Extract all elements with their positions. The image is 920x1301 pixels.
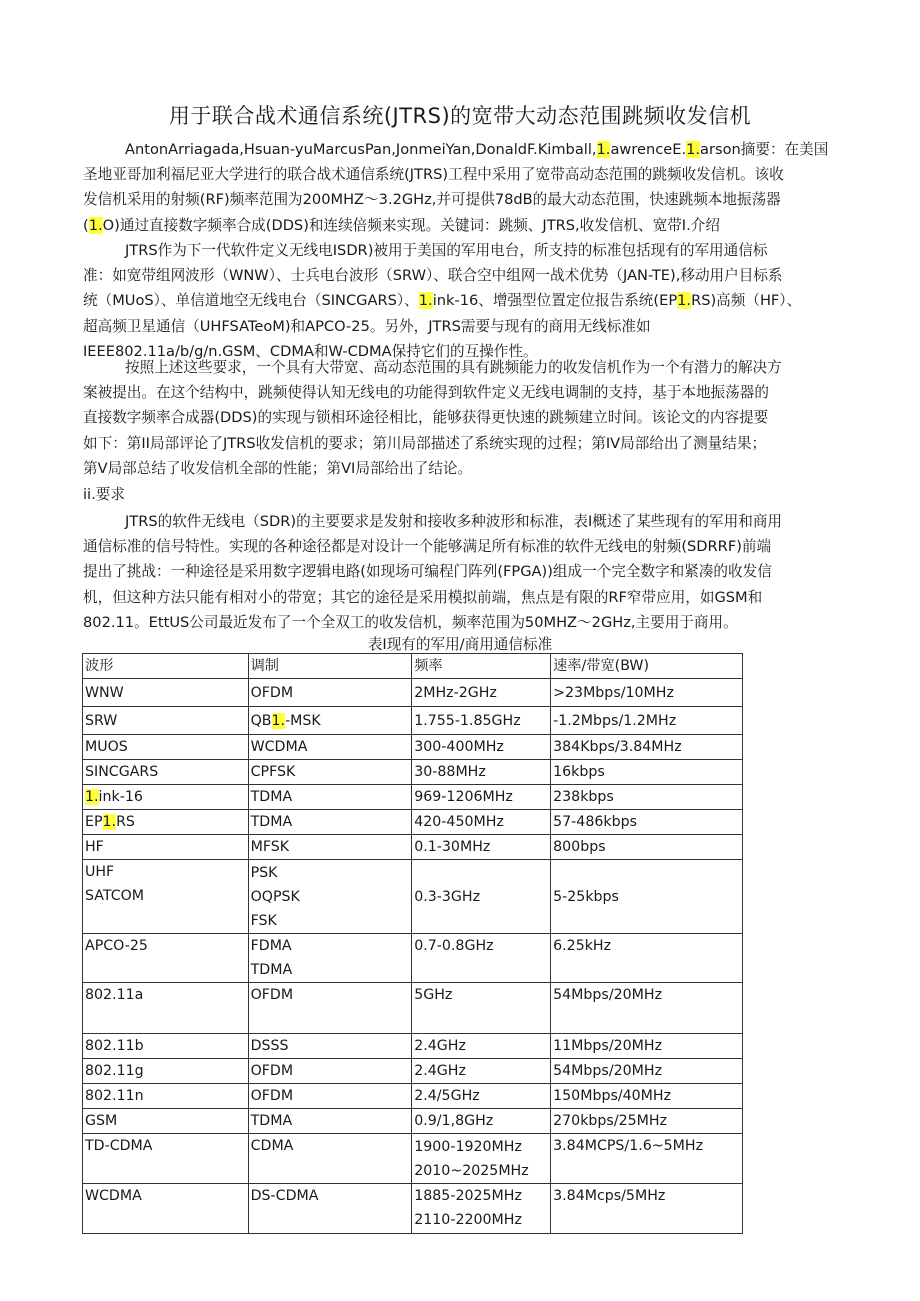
- abstract-line: (1.O)通过直接数字频率合成(DDS)和连续倍频来实现。关键词：跳频、JTRS,收发信机、宽带I.介绍: [83, 216, 720, 234]
- table-cell: 2.4GHz: [412, 1034, 551, 1059]
- table-cell: 1885-2025MHz 2110-2200MHz: [412, 1184, 551, 1234]
- table-row: [83, 1184, 743, 1234]
- table-cell: TD-CDMA: [83, 1134, 249, 1184]
- table-cell: SINCGARS: [83, 760, 249, 785]
- standards-table: [82, 653, 743, 1234]
- header-cell: 调制: [248, 654, 412, 679]
- table-cell: FDMA TDMA: [248, 934, 412, 983]
- table-cell: 54Mbps/20MHz: [551, 983, 743, 1034]
- table-cell: 2MHz-2GHz: [412, 679, 551, 707]
- highlight-mark: 1.: [102, 814, 117, 830]
- table-row: [83, 1084, 743, 1109]
- table-cell: CDMA: [248, 1134, 412, 1184]
- table-cell: 802.11b: [83, 1034, 249, 1059]
- table-cell: 5GHz: [412, 983, 551, 1034]
- table-row: [83, 835, 743, 860]
- table-cell: 3.84MCPS∕1.6~5MHz: [551, 1134, 743, 1184]
- requirements-line: 通信标准的信号特性。实现的各种途径都是对设计一个能够满足所有标准的软件无线电的射频(SDRRF)前端: [83, 538, 772, 556]
- table-cell: OFDM: [248, 983, 412, 1034]
- table-cell: 238kbps: [551, 785, 743, 810]
- table-row: [83, 1034, 743, 1059]
- table-row: [83, 983, 743, 1034]
- abstract-paragraph: [83, 137, 831, 238]
- table-cell: MUOS: [83, 735, 249, 760]
- table-row: [83, 1109, 743, 1134]
- table-header-row: [83, 654, 743, 679]
- table-cell: TDMA: [248, 810, 412, 835]
- table-cell: DS-CDMA: [248, 1184, 412, 1234]
- table-cell: 0.7-0.8GHz: [412, 934, 551, 983]
- table-row: [83, 934, 743, 983]
- table-cell: WNW: [83, 679, 249, 707]
- intro-paragraph: [83, 238, 831, 364]
- table-cell: UHF SATCOM: [83, 860, 249, 934]
- highlight-mark: 1.: [271, 712, 286, 729]
- table-cell: WCDMA: [248, 735, 412, 760]
- table-cell: HF: [83, 835, 249, 860]
- table-cell: 802.11n: [83, 1084, 249, 1109]
- table-cell: EP1.RS: [83, 810, 249, 835]
- table-cell: 270kbps/25MHz: [551, 1109, 743, 1134]
- overview-line: 第V局部总结了收发信机全部的性能；第VI局部给出了结论。: [83, 459, 473, 477]
- table-cell: MFSK: [248, 835, 412, 860]
- table-cell: TDMA: [248, 1109, 412, 1134]
- table-cell: 0.3-3GHz: [412, 860, 551, 934]
- table-cell: 1900-1920MHz 2010~2025MHz: [412, 1134, 551, 1184]
- table-cell: 800bps: [551, 835, 743, 860]
- overview-line: 如下：第II局部评论了JTRS收发信机的要求；第川局部描述了系统实现的过程；第IV局部给出了测量结果；: [83, 434, 767, 452]
- table-cell: 150Mbps/40MHz: [551, 1084, 743, 1109]
- requirements-line: 机，但这种方法只能有相对小的带宽；其它的途径是采用模拟前端，焦点是有限的RF窄带应用，如GSM和: [83, 588, 763, 606]
- table-cell: DSSS: [248, 1034, 412, 1059]
- table-cell: TDMA: [248, 785, 412, 810]
- table-cell: 802.11a: [83, 983, 249, 1034]
- section-heading: ii.要求: [83, 486, 125, 503]
- table-cell: 1.ink-16: [83, 785, 249, 810]
- abstract-line: 发信机采用的射频(RF)频率范围为200MHZ〜3.2GHz,并可提供78dB的最大动态范围，快速跳频本地振荡器: [83, 191, 781, 209]
- table-cell: 30-88MHz: [412, 760, 551, 785]
- table-cell: 54Mbps/20MHz: [551, 1059, 743, 1084]
- table-row: [83, 810, 743, 835]
- table-cell: OFDM: [248, 679, 412, 707]
- table-row: [83, 785, 743, 810]
- table-row: [83, 1134, 743, 1184]
- table-cell: 420-450MHz: [412, 810, 551, 835]
- table-row: [83, 735, 743, 760]
- highlight-mark: 1.: [677, 292, 692, 310]
- intro-line: JTRS作为下一代软件定义无线电ISDR)被用于美国的军用电台，所支持的标准包括现有的军用通信标: [125, 242, 768, 259]
- table-cell: WCDMA: [83, 1184, 249, 1234]
- highlight-mark: 1.: [418, 292, 433, 310]
- table-cell: 6.25kHz: [551, 934, 743, 983]
- table-cell: 3.84Mcps/5MHz: [551, 1184, 743, 1234]
- table-row: [83, 1059, 743, 1084]
- table-row: [83, 760, 743, 785]
- overview-line: 按照上述这些要求，一个具有大带宽、高动态范围的具有跳频能力的收发信机作为一个有潜力的解决方: [125, 359, 782, 376]
- table-cell: 300-400MHz: [412, 735, 551, 760]
- highlight-mark: 1.: [686, 141, 701, 158]
- table-cell: 57-486kbps: [551, 810, 743, 835]
- highlight-mark: 1.: [85, 789, 99, 805]
- table-row: [83, 860, 743, 934]
- header-cell: 频率: [412, 654, 551, 679]
- overview-line: 案被提出。在这个结构中，跳频使得认知无线电的功能得到软件定义无线电调制的支持，基于本地振荡器的: [83, 384, 769, 402]
- table-cell: APCO-25: [83, 934, 249, 983]
- header-cell: 速率/带宽(BW): [551, 654, 743, 679]
- highlight-mark: 1.: [88, 216, 103, 234]
- requirements-line: 提出了挑战：一种途径是采用数字逻辑电路(如现场可编程门阵列(FPGA))组成一个完全数字和紧凑的收发信: [83, 563, 772, 581]
- table-cell: 2.4/5GHz: [412, 1084, 551, 1109]
- table-cell: OFDM: [248, 1059, 412, 1084]
- table-cell: 2.4GHz: [412, 1059, 551, 1084]
- table-cell: 969-1206MHz: [412, 785, 551, 810]
- table-cell: CPFSK: [248, 760, 412, 785]
- table-cell: OFDM: [248, 1084, 412, 1109]
- author-line: AntonArriagada,Hsuan-yuMarcusPan,JonmeiYan,DonaldF.Kimball,1.awrenceE.1.arson摘要：在美国: [125, 141, 829, 158]
- table-cell: QB1.-MSK: [248, 707, 412, 735]
- table-cell: 5-25kbps: [551, 860, 743, 934]
- table-row: [83, 679, 743, 707]
- highlight-mark: 1.: [596, 141, 611, 158]
- table-cell: 384Kbps/3.84MHz: [551, 735, 743, 760]
- intro-line: 超高频卫星通信（UHFSATeoM)和APCO-25。另外，JTRS需要与现有的商用无线标准如: [83, 317, 651, 335]
- table-cell: 0.1-30MHz: [412, 835, 551, 860]
- requirements-line: JTRS的软件无线电（SDR)的主要要求是发射和接收多种波形和标准，表I概述了某些现有的军用和商用: [125, 513, 783, 530]
- abstract-line: 圣地亚哥加利福尼亚大学进行的联合战术通信系统(JTRS)工程中采用了宽带高动态范围的跳频收发信机。该收: [83, 166, 784, 184]
- table-cell: PSK OQPSK FSK: [248, 860, 412, 934]
- intro-line: 准：如宽带组网波形（WNW）、士兵电台波形（SRW）、联合空中组网一战术优势（JAN-TE),移动用户目标系: [83, 267, 783, 285]
- table-cell: -1.2Mbps/1.2MHz: [551, 707, 743, 735]
- table-cell: SRW: [83, 707, 249, 735]
- table-cell: 16kbps: [551, 760, 743, 785]
- overview-line: 直接数字频率合成器(DDS)的实现与锁相环途径相比，能够获得更快速的跳频建立时间。该论文的内容提要: [83, 409, 769, 427]
- table-cell: 1.755-1.85GHz: [412, 707, 551, 735]
- requirements-paragraph: [83, 509, 831, 635]
- overview-paragraph: [83, 355, 831, 481]
- table-cell: 802.11g: [83, 1059, 249, 1084]
- table-cell: >23Mbps∕10MHz: [551, 679, 743, 707]
- table-cell: GSM: [83, 1109, 249, 1134]
- document-title: 用于联合战术通信系统(JTRS)的宽带大动态范围跳频收发信机: [168, 104, 752, 128]
- requirements-line: 802.11。EttUS公司最近发布了一个全双工的收发信机，频率范围为50MHZ〜2GHz,主要用于商用。: [83, 613, 738, 631]
- header-cell: 波形: [83, 654, 249, 679]
- intro-line: IEEE802.11a∕b∕g∕n.GSM、CDMA和W-CDMA保持它们的互操作性。: [83, 342, 538, 360]
- table-cell: 11Mbps/20MHz: [551, 1034, 743, 1059]
- table-cell: 0.9/1,8GHz: [412, 1109, 551, 1134]
- table-row: [83, 707, 743, 735]
- table-caption: 表I现有的军用/商用通信标准: [367, 636, 553, 653]
- intro-line: 统（MUoS）、单信道地空无线电台（SINCGARS）、1.ink-16、增强型位置定位报告系统(EP1.RS)高频（HF）、: [83, 292, 802, 310]
